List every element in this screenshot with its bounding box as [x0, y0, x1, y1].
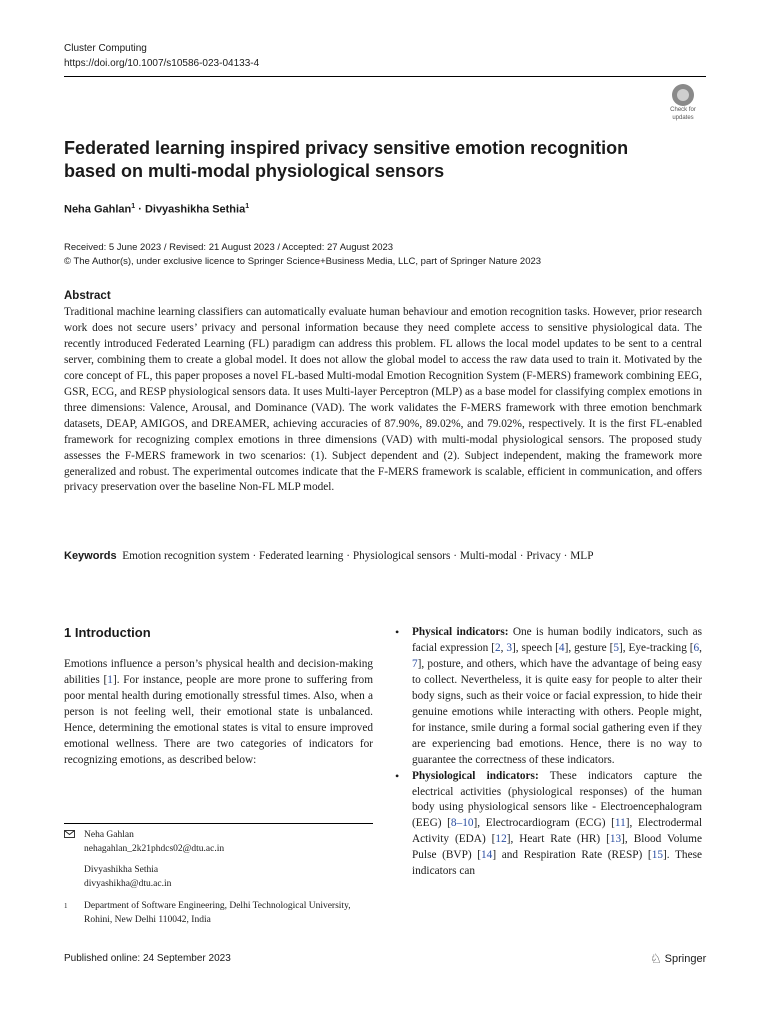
affiliation-number: 1 [64, 902, 68, 910]
springer-horse-icon: ♘ [650, 951, 662, 966]
bullet-text-fragment: ], Electrocardiogram (ECG) [ [473, 817, 615, 830]
citation-link[interactable]: 3 [506, 641, 513, 654]
citation-link[interactable]: 13 [609, 833, 622, 846]
journal-name: Cluster Computing [64, 43, 147, 54]
doi-link[interactable]: https://doi.org/10.1007/s10586-023-04133-4 [64, 58, 260, 69]
abstract-heading: Abstract [64, 290, 111, 302]
citation-link[interactable]: 4 [558, 641, 565, 654]
citation-link[interactable]: 2 [494, 641, 501, 654]
received-dates: Received: 5 June 2023 / Revised: 21 August 2023 / Accepted: 27 August 2023 [64, 242, 394, 253]
citation-link[interactable]: 12 [495, 833, 507, 846]
header-divider [64, 76, 706, 77]
bullet-item [395, 769, 702, 881]
section-heading-introduction: 1 Introduction [64, 625, 151, 640]
check-for-updates-badge[interactable] [664, 84, 702, 124]
bullet-text-fragment: One is human bodily indicators, such as facial expression [ [412, 626, 702, 654]
keywords-heading: Keywords [64, 550, 117, 562]
bullet-text-fragment: ]. These indicators can [412, 849, 703, 878]
author-affiliation: 1 [245, 203, 250, 210]
bullet-text [412, 625, 702, 769]
author-separator: · [135, 203, 145, 216]
author-name[interactable]: Neha Gahlan [64, 203, 132, 216]
publisher-logo[interactable] [650, 951, 706, 967]
email-link-1[interactable]: nehagahlan_2k21phdcs02@dtu.ac.in [84, 843, 225, 854]
correspondence-block [64, 829, 373, 927]
citation-link[interactable]: 5 [613, 641, 620, 654]
bullet-text [412, 769, 702, 881]
publisher-name: Springer [664, 953, 707, 965]
email-link-2[interactable]: divyashikha@dtu.ac.in [84, 878, 172, 889]
bullet-text-fragment: These indicators capture the electrical activities (physiological responses) of the human body using physiological sensors like - Electroencephalogram (EEG) [ [412, 769, 702, 830]
introduction-paragraph [64, 657, 373, 769]
bullet-text-fragment: ], Eye-tracking [ [619, 641, 694, 654]
citation-link[interactable]: 11 [614, 817, 626, 830]
author-list [64, 203, 249, 216]
copyright-notice: © The Author(s), under exclusive licence to Springer Science+Business Media, LLC, part of Springer Nature 2023 [64, 256, 542, 267]
bullet-text-fragment: , [699, 641, 702, 654]
bullet-text-fragment: ], gesture [ [564, 641, 614, 654]
corresponding-author-2: Divyashikha Sethia [84, 865, 159, 875]
bullet-marker: • [395, 625, 400, 639]
keywords-list: Emotion recognition system · Federated learning · Physiological sensors · Multi-modal · Privacy · MLP [122, 550, 594, 562]
bullet-item [395, 625, 702, 769]
journal-header [64, 41, 259, 71]
right-column [395, 625, 702, 880]
badge-line1: Check for [670, 107, 696, 113]
footnote-divider [64, 823, 373, 824]
bullet-label: Physiological indicators: [412, 769, 539, 782]
keywords [64, 548, 706, 564]
intro-text-b: ]. For instance, people are more prone to suffering from poor mental health during emotionally stressful times. Also, when a person is not feeling well, their emotional state is unbalanced. Hence, determining the emotional states is vital to ensure improved emotional wellness. There are two categories of indicators for recognizing emotions, as described below: [64, 673, 373, 766]
bullet-text-fragment: ], speech [ [512, 641, 559, 654]
citation-link[interactable]: 7 [412, 657, 418, 670]
citation-link[interactable]: 1 [107, 673, 113, 686]
author-name[interactable]: Divyashikha Sethia [144, 203, 246, 216]
badge-line2: updates [672, 115, 694, 121]
bullet-text-fragment: ], posture, and others, which have the advantage of being easy to collect. Nevertheless, it is quite easy for people to alter their body signs, such as their voice or facial expression, to hide their genuine emotions while interacting with others. People might, for instance, smile during a formal social gathering even if they are experiencing bad emotions. Hence, there is no way to guarantee the correctness of these indicators. [412, 657, 702, 766]
publication-dates [64, 241, 541, 269]
citation-link[interactable]: 6 [693, 641, 700, 654]
bullet-text-fragment: ] and Respiration Rate (RESP) [ [492, 849, 652, 862]
citation-link[interactable]: 8–10 [450, 817, 474, 830]
citation-link[interactable]: 15 [651, 849, 663, 862]
check-updates-icon [672, 84, 694, 106]
citation-link[interactable]: 14 [481, 849, 493, 862]
paper-title: Federated learning inspired privacy sensitive emotion recognition based on multi-modal physiological sensors [64, 138, 629, 181]
author-affiliation: 1 [131, 203, 136, 210]
bullet-text-fragment: ], Electrodermal Activity (EDA) [ [412, 817, 702, 846]
envelope-icon [64, 829, 84, 891]
corresponding-author-1: Neha Gahlan [84, 830, 134, 840]
bullet-text-fragment: ], Blood Volume Pulse (BVP) [ [412, 833, 702, 862]
bullet-label: Physical indicators: [412, 626, 509, 638]
intro-text-a: Emotions influence a person’s physical health and decision-making abilities [ [64, 658, 373, 686]
affiliation-text: Department of Software Engineering, Delhi Technological University, Rohini, New Delhi 110042, India [84, 901, 351, 925]
abstract-text: Traditional machine learning classifiers can automatically evaluate human behaviour and emotion recognition tasks. However, prior research work does not secure users’ privacy and personal information because they need complete access to sensitive physiological data. The recently introduced Federated Learning (FL) paradigm can address this problem. FL allows the local model updates to be sent to a central server, combining them to create a global model. It does not allow the global model to access the raw data used to train it. Motivated by the core concept of FL, this paper proposes a novel FL-based Multi-modal Emotion Recognition System (F-MERS) framework combining EEG, GSR, ECG, and RESP physiological sensors data. It uses Multi-layer Perceptron (MLP) as a base model for classifying complex emotions in three dimensions: Valence, Arousal, and Dominance (VAD). The work validates the F-MERS framework with three emotion benchmark datasets, DEAP, AMIGOS, and DREAMER, achieving accuracies of 87.90%, 89.02%, and 79.02%, respectively. It is the first FL-enabled framework for recognizing complex emotions in three dimensions (VAD) with multi-modal physiological sensors. The proposed study assesses the F-MERS framework in two scenarios: (1). Subject dependent and (2). Subject independent, making the framework more generalized and robust. The experimental outcomes indicate that the F-MERS framework is scalable, efficient in communication, and offers privacy preservation over the baseline Non-FL MLP model. [64, 306, 702, 494]
bullet-marker: • [395, 768, 400, 783]
bullet-text-fragment: , [500, 641, 507, 654]
bullet-text-fragment: ], Heart Rate (HR) [ [506, 833, 610, 846]
published-online: Published online: 24 September 2023 [64, 953, 231, 964]
